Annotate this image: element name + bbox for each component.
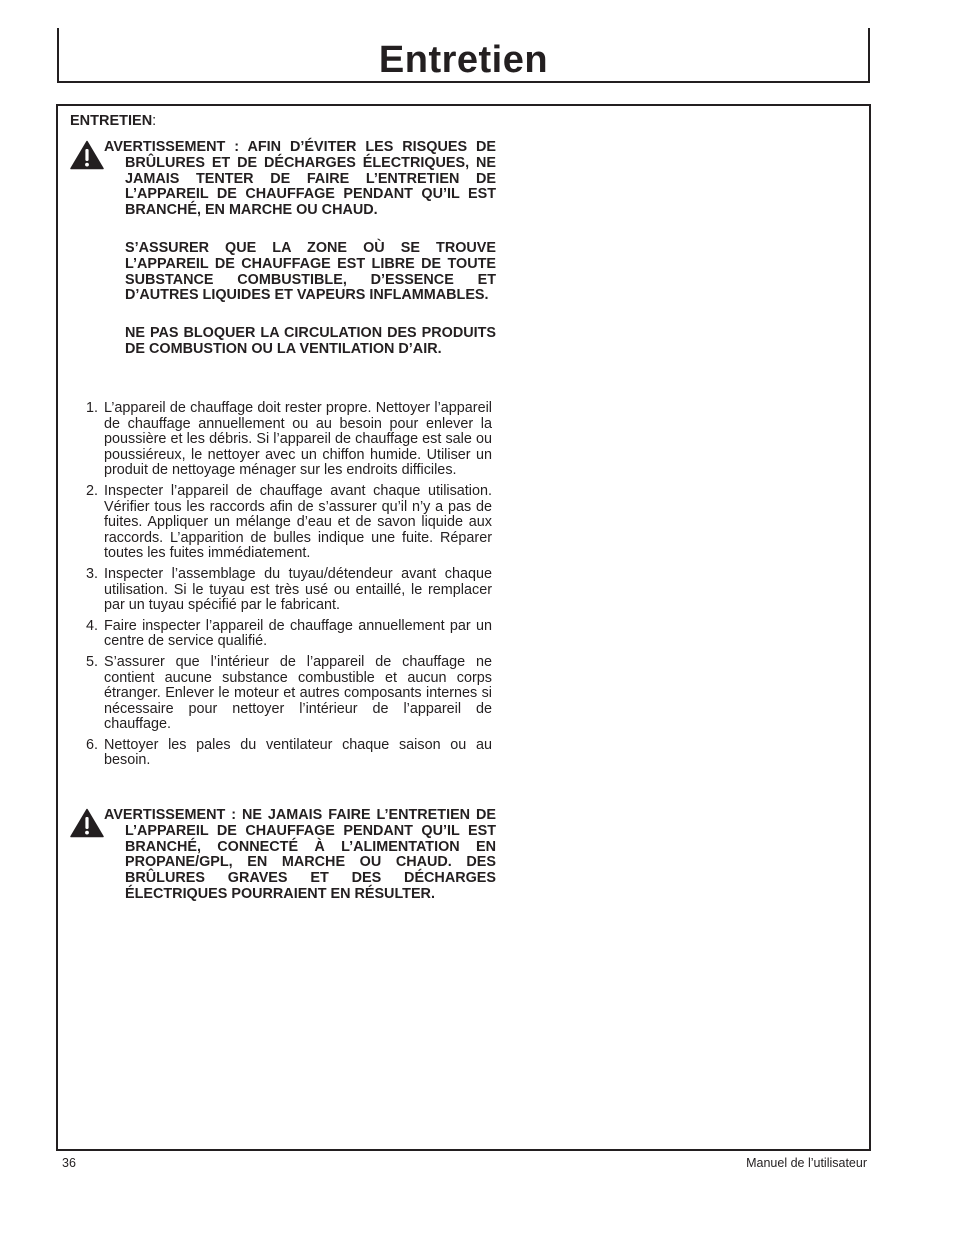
manual-name: Manuel de l’utilisateur — [746, 1156, 867, 1170]
list-item — [80, 484, 492, 562]
warning-2-text: AVERTISSEMENT : NE JAMAIS FAIRE L’ENTRETIEN DE L’APPAREIL DE CHAUFFAGE PENDANT QU’IL EST BRANCHÉ, CONNECTÉ À L’ALIMENTATION EN PROPANE/GPL, EN MARCHE OU CHAUD. DES BRÛLURES GRAVES ET DES DÉCHARGES ÉLECTRIQUES POURRAIENT EN RÉSULTER. — [104, 807, 496, 902]
step-number: 6. — [86, 736, 99, 753]
warning-block-1 — [70, 140, 496, 358]
step-text: Nettoyer les pales du ventilateur chaque saison ou au besoin. — [104, 736, 492, 769]
step-text: Inspecter l’appareil de chauffage avant chaque utilisation. Vérifier tous les raccords afin de s’assurer qu’il n’y a pas de fuites. Appliquer un mélange d’eau et de savon liquide aux raccords. L’apparition de bulles indique une fuite. Réparer toutes les fuites immédiatement. — [104, 482, 492, 562]
warning-1-paragraph-3: NE PAS BLOQUER LA CIRCULATION DES PRODUITS DE COMBUSTION OU LA VENTILATION D’AIR. — [125, 325, 496, 357]
maintenance-steps-list — [80, 401, 492, 774]
step-number: 3. — [86, 565, 99, 582]
page-header — [57, 28, 870, 83]
page-number: 36 — [62, 1156, 76, 1170]
list-item — [80, 401, 492, 479]
step-number: 2. — [86, 482, 99, 499]
step-number: 4. — [86, 617, 99, 634]
list-item — [80, 655, 492, 733]
section-heading-text: ENTRETIEN — [70, 113, 153, 129]
warning-triangle-icon — [70, 140, 104, 170]
list-item — [80, 619, 492, 650]
step-number: 1. — [86, 400, 99, 416]
step-text: Inspecter l’assemblage du tuyau/détendeur avant chaque utilisation. Si le tuyau est très usé ou entaillé, le remplacer par un tuyau spécifié par le fabricant. — [104, 565, 492, 614]
step-number: 5. — [86, 653, 99, 670]
step-text: S’assurer que l’intérieur de l’appareil de chauffage ne contient aucune substance combustible et aucun corps étranger. Enlever le moteur et autres composants internes si nécessaire pour nettoyer l’intérieur de l’appareil de chauffage. — [104, 653, 492, 733]
section-heading-colon: : — [152, 113, 157, 129]
warning-triangle-icon — [70, 808, 104, 838]
warning-1-paragraph-2: S’ASSURER QUE LA ZONE OÙ SE TROUVE L’APPAREIL DE CHAUFFAGE EST LIBRE DE TOUTE SUBSTANCE COMBUSTIBLE, D’ESSENCE ET D’AUTRES LIQUIDES ET VAPEURS INFLAMMABLES. — [125, 239, 496, 304]
list-item — [80, 738, 492, 769]
section-heading — [70, 112, 156, 130]
warning-1-paragraph-1: AVERTISSEMENT : AFIN D’ÉVITER LES RISQUES DE BRÛLURES ET DE DÉCHARGES ÉLECTRIQUES, NE JAMAIS TENTER DE FAIRE L’ENTRETIEN DE L’APPAREIL DE CHAUFFAGE PENDANT QU’IL EST BRANCHÉ, EN MARCHE OU CHAUD. — [104, 139, 496, 219]
content-frame — [56, 104, 871, 1151]
list-item — [80, 567, 492, 614]
step-text: Faire inspecter l’appareil de chauffage annuellement par un centre de service qualifié. — [104, 617, 492, 650]
step-text: L’appareil de chauffage doit rester propre. Nettoyer l’appareil de chauffage annuellement ou au besoin pour enlever la poussière et les débris. Si l’appareil de chauffage est sale ou poussiéreux, le nettoyer avec un chiffon humide. Utiliser un produit de nettoyage ménager sur les endroits difficiles. — [104, 400, 492, 479]
page-title: Entretien — [378, 39, 549, 81]
warning-block-2 — [70, 808, 496, 903]
